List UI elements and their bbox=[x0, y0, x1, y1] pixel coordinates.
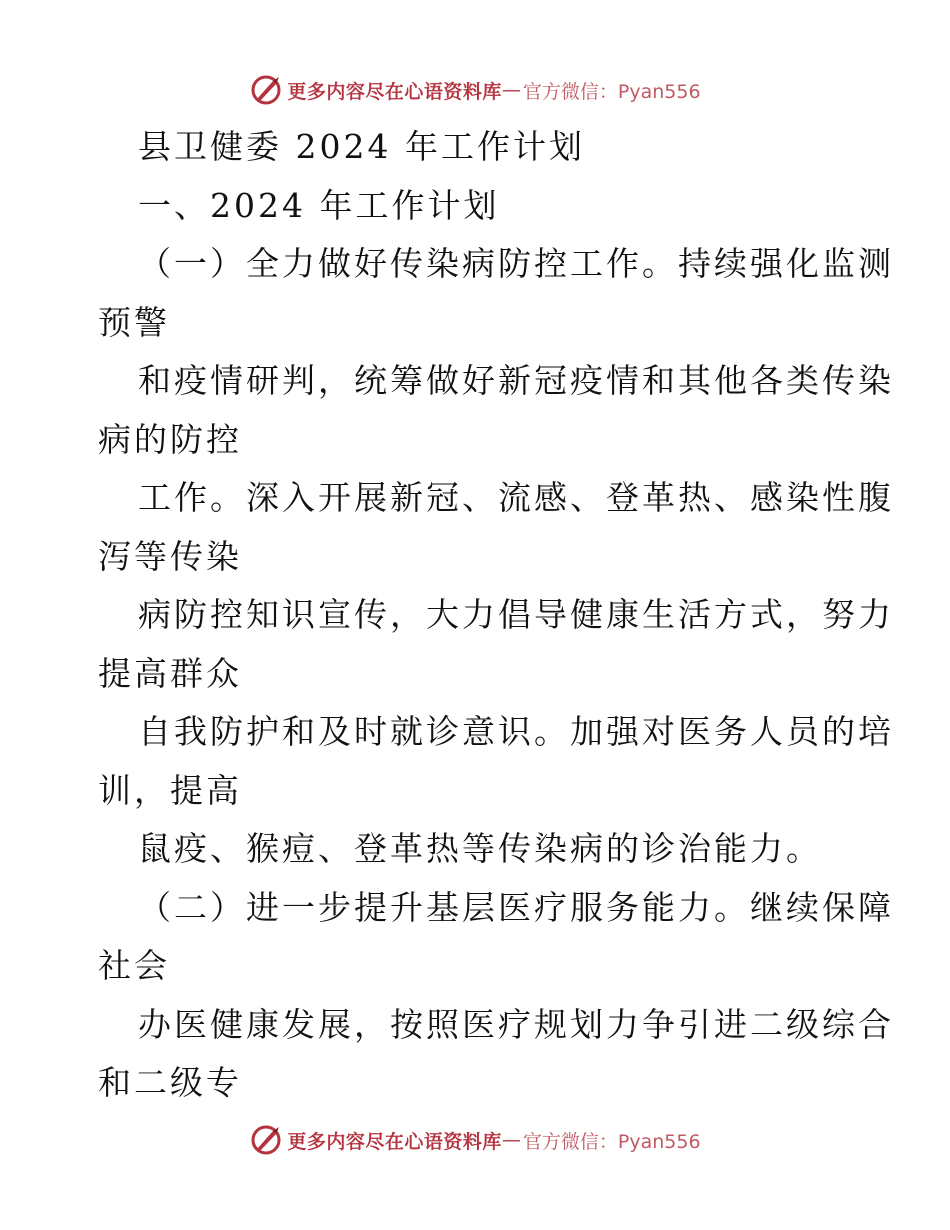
document-line: 病防控知识宣传，大力倡导健康生活方式，努力 bbox=[138, 595, 894, 634]
document-line: 预警 bbox=[98, 302, 170, 342]
watermark-site-text: 更多内容尽在心语资料库 bbox=[287, 1130, 502, 1153]
watermark-wechat-text: 官方微信：Pyan556 bbox=[522, 80, 701, 103]
document-line: 一、2024 年工作计划 bbox=[138, 185, 500, 225]
watermark-footer bbox=[0, 1118, 950, 1162]
document-line: 提高群众 bbox=[98, 653, 242, 693]
document-line: 办医健康发展，按照医疗规划力争引进二级综合 bbox=[138, 1004, 894, 1044]
document-line: （二）进一步提升基层医疗服务能力。继续保障 bbox=[138, 887, 894, 927]
watermark-header bbox=[0, 68, 950, 112]
watermark-dash: — bbox=[501, 1129, 521, 1151]
document-line: 和二级专 bbox=[98, 1063, 242, 1102]
document-line: 社会 bbox=[98, 946, 170, 985]
document-line: 病的防控 bbox=[98, 419, 242, 459]
document-line: （一）全力做好传染病防控工作。持续强化监测 bbox=[138, 244, 894, 283]
watermark-site-text: 更多内容尽在心语资料库 bbox=[287, 80, 502, 103]
document-line: 鼠疫、猴痘、登革热等传染病的诊治能力。 bbox=[138, 829, 822, 868]
document-line: 训，提高 bbox=[98, 770, 242, 810]
quill-logo-icon bbox=[249, 1123, 283, 1157]
document-line: 和疫情研判，统筹做好新冠疫情和其他各类传染 bbox=[138, 361, 894, 400]
document-line: 泻等传染 bbox=[98, 536, 242, 576]
document-line: 县卫健委 2024 年工作计划 bbox=[138, 127, 585, 166]
document-line: 工作。深入开展新冠、流感、登革热、感染性腹 bbox=[138, 478, 894, 517]
watermark-wechat-text: 官方微信：Pyan556 bbox=[522, 1130, 701, 1153]
quill-logo-icon bbox=[249, 73, 283, 107]
watermark-dash: — bbox=[501, 79, 521, 101]
document-body bbox=[98, 118, 894, 1113]
document-line: 自我防护和及时就诊意识。加强对医务人员的培 bbox=[138, 712, 894, 751]
